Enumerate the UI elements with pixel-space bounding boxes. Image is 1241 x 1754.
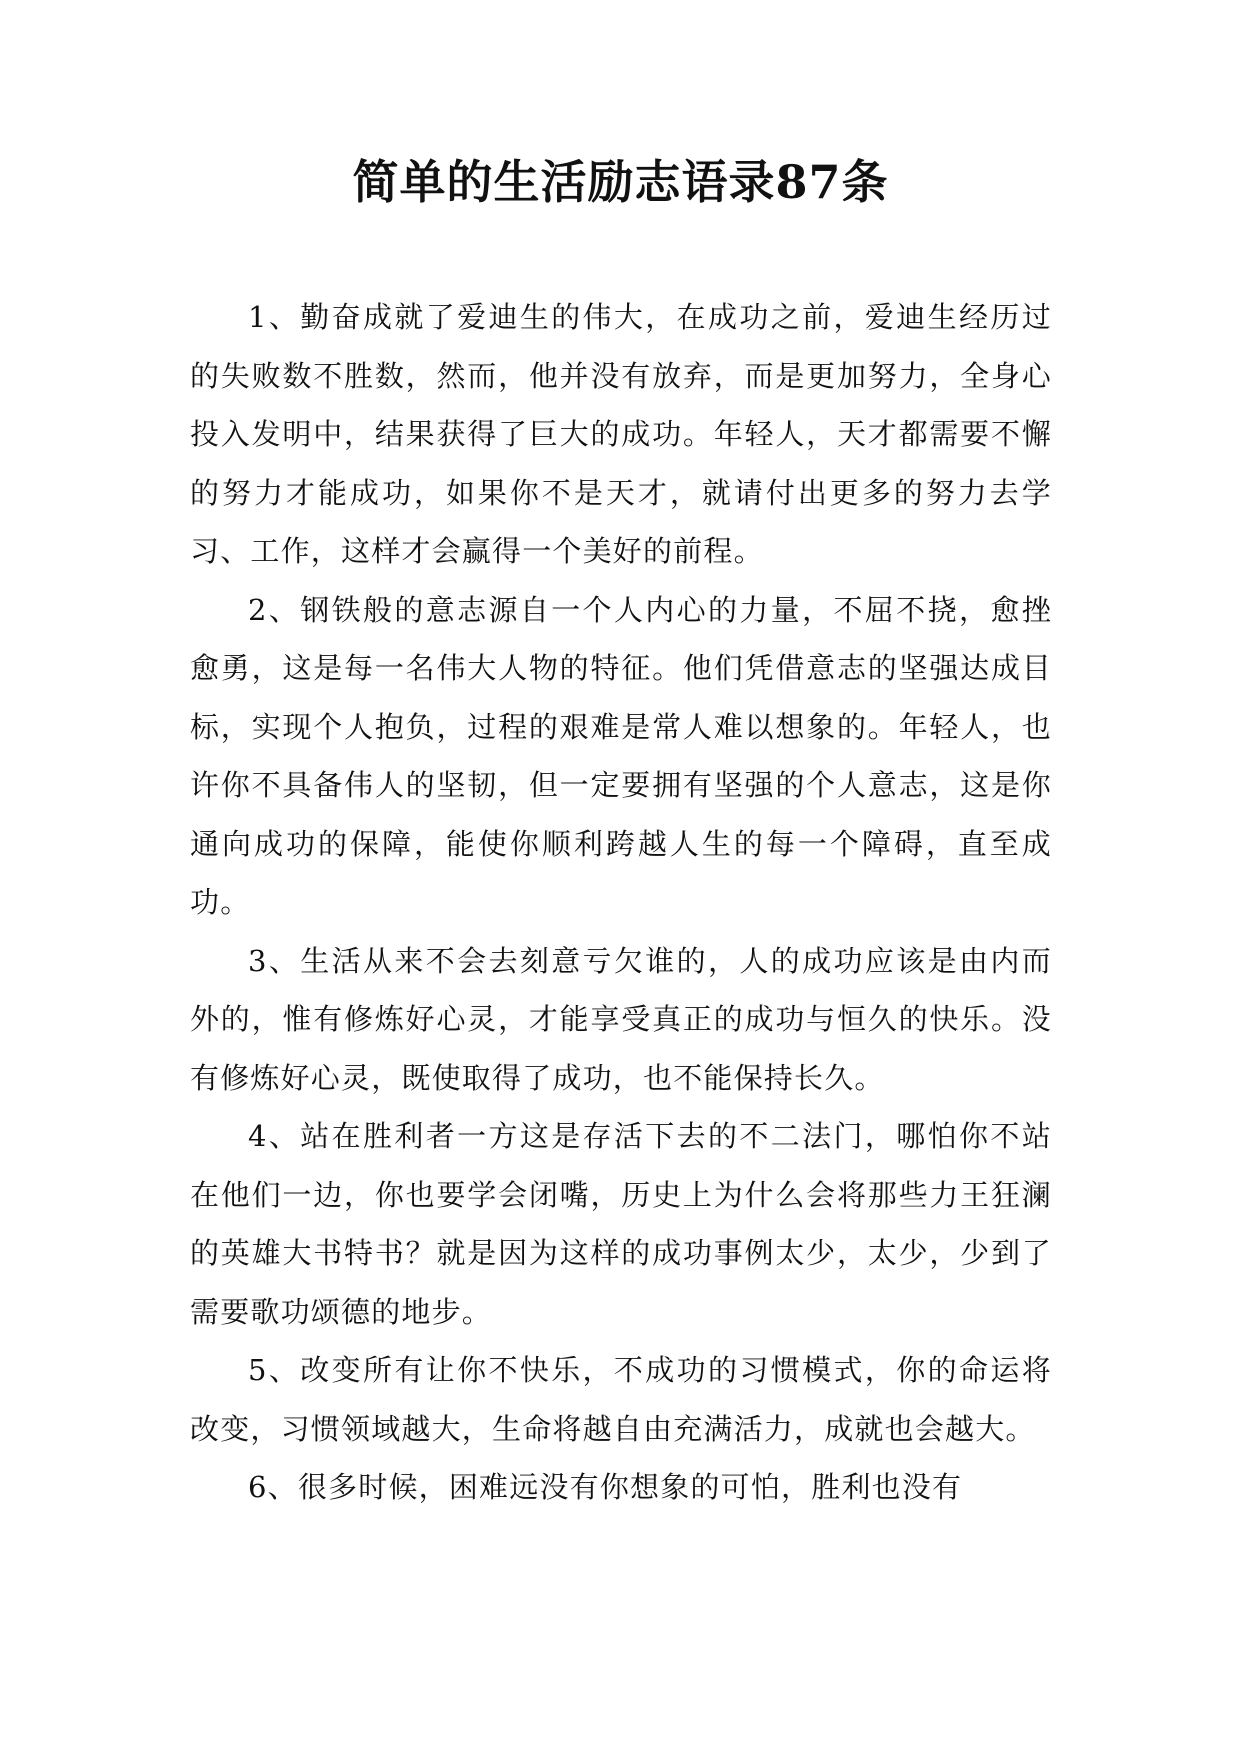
document-title: 简单的生活励志语录87条	[352, 155, 889, 209]
quote-paragraph-1: 1、勤奋成就了爱迪生的伟大，在成功之前，爱迪生经历过的失败数不胜数，然而，他并没有放弃，而是更加努力，全身心投入发明中，结果获得了巨大的成功。年轻人，天才都需要不懈的努力才能成功，如果你不是天才，就请付出更多的努力去学习、工作，这样才会赢得一个美好的前程。	[190, 300, 1052, 568]
quote-paragraph-3: 3、生活从来不会去刻意亏欠谁的，人的成功应该是由内而外的，惟有修炼好心灵，才能享受真正的成功与恒久的快乐。没有修炼好心灵，既使取得了成功，也不能保持长久。	[190, 943, 1052, 1095]
document-body	[190, 288, 1052, 1517]
quote-paragraph-2: 2、钢铁般的意志源自一个人内心的力量，不屈不挠，愈挫愈勇，这是每一名伟大人物的特征。他们凭借意志的坚强达成目标，实现个人抱负，过程的艰难是常人难以想象的。年轻人，也许你不具备伟人的坚韧，但一定要拥有坚强的个人意志，这是你通向成功的保障，能使你顺利跨越人生的每一个障碍，直至成功。	[190, 592, 1052, 919]
quote-paragraph-4: 4、站在胜利者一方这是存活下去的不二法门，哪怕你不站在他们一边，你也要学会闭嘴，历史上为什么会将那些力王狂澜的英雄大书特书？就是因为这样的成功事例太少，太少，少到了需要歌功颂德的地步。	[190, 1119, 1052, 1329]
quote-paragraph-5: 5、改变所有让你不快乐，不成功的习惯模式，你的命运将改变，习惯领域越大，生命将越自由充满活力，成就也会越大。	[190, 1353, 1052, 1446]
quote-paragraph-6: 6、很多时候，困难远没有你想象的可怕，胜利也没有	[248, 1470, 963, 1504]
